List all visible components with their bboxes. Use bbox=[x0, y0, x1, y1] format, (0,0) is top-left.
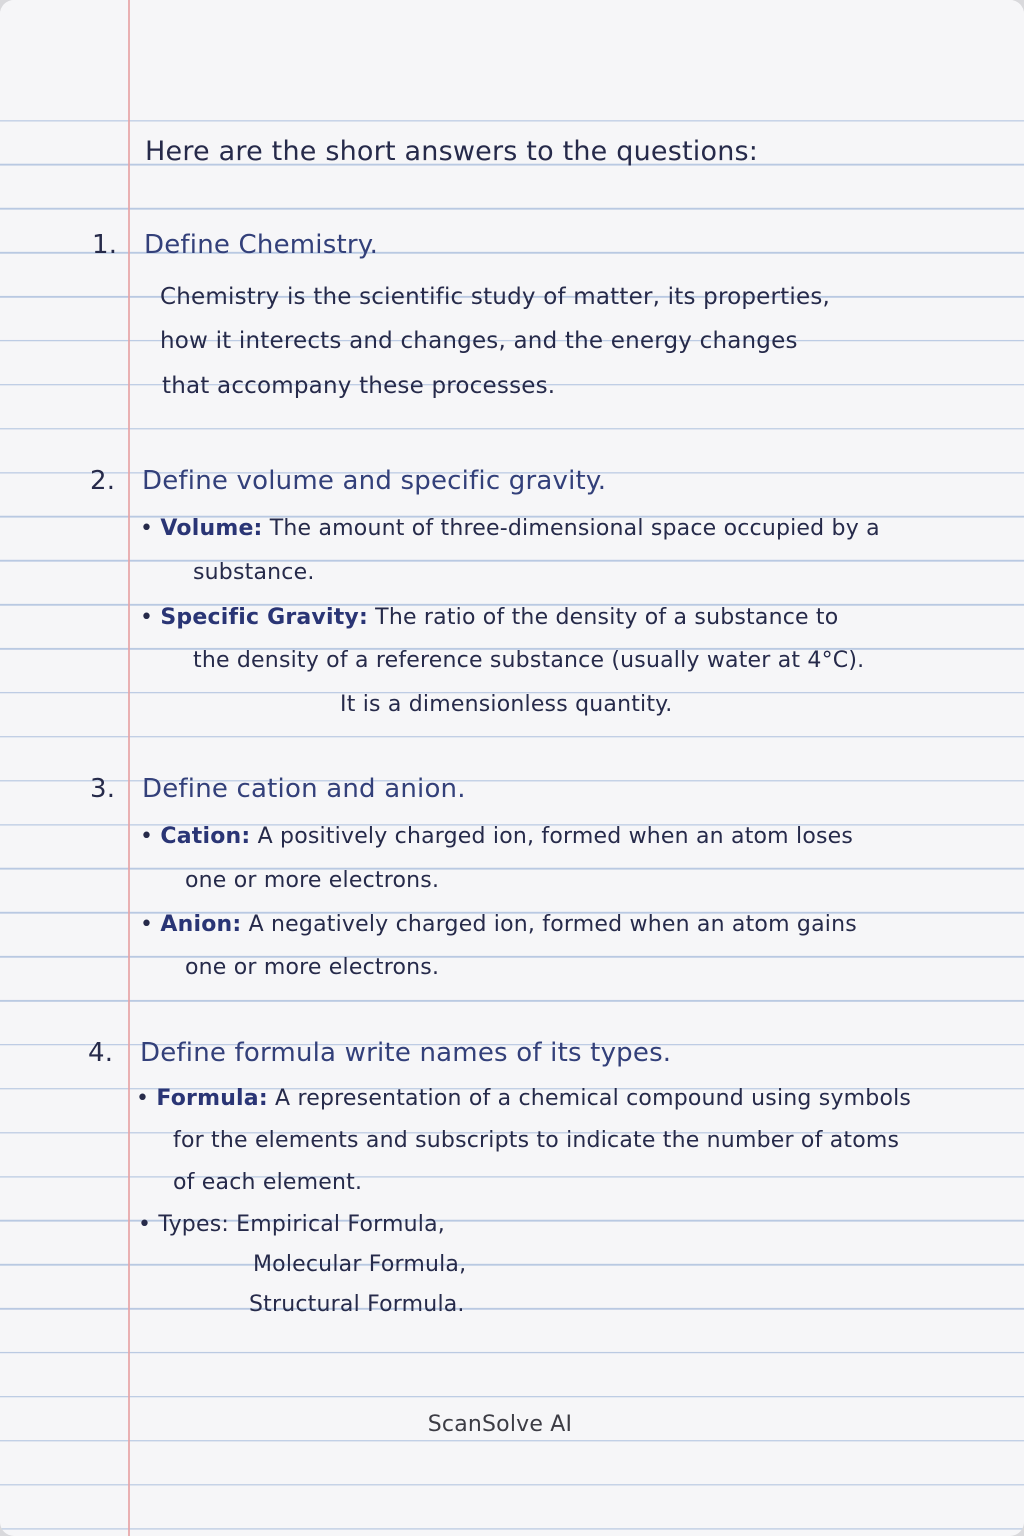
q2-number: 2. bbox=[90, 466, 116, 496]
q4-question: Define formula write names of its types. bbox=[140, 1038, 672, 1068]
volume-definition-line-1: The amount of three-dimensional space occupied by a bbox=[262, 516, 880, 541]
q4-bullet-types bbox=[138, 1212, 445, 1237]
formula-definition-line-3: of each element. bbox=[173, 1170, 363, 1195]
q3-bullet-cation bbox=[140, 824, 853, 849]
bullet-dot: • bbox=[140, 912, 161, 937]
q1-question: Define Chemistry. bbox=[144, 230, 379, 260]
bullet-dot: • bbox=[140, 605, 161, 630]
bullet-dot: • bbox=[140, 824, 161, 849]
q1-answer-line-1: Chemistry is the scientific study of matter, its properties, bbox=[160, 284, 831, 310]
specific-gravity-definition-line-1: The ratio of the density of a substance to bbox=[367, 605, 839, 630]
term-specific-gravity: Specific Gravity: bbox=[160, 605, 368, 630]
cation-definition-line-1: A positively charged ion, formed when an atom loses bbox=[250, 824, 854, 849]
q2-bullet-specific-gravity bbox=[140, 605, 838, 630]
bullet-dot: • bbox=[140, 516, 161, 541]
term-volume: Volume: bbox=[160, 516, 263, 541]
cation-definition-line-2: one or more electrons. bbox=[185, 868, 440, 893]
bullet-dot: • bbox=[136, 1086, 157, 1111]
q1-answer-line-3: that accompany these processes. bbox=[162, 373, 556, 399]
type-empirical: Empirical Formula, bbox=[228, 1212, 445, 1237]
formula-definition-line-2: for the elements and subscripts to indicate the number of atoms bbox=[173, 1128, 900, 1153]
q1-number: 1. bbox=[92, 230, 118, 260]
q3-number: 3. bbox=[90, 774, 116, 804]
q4-bullet-formula bbox=[136, 1086, 911, 1111]
anion-definition-line-1: A negatively charged ion, formed when an atom gains bbox=[241, 912, 857, 937]
q1-answer-line-2: how it interects and changes, and the energy changes bbox=[160, 328, 798, 354]
term-cation: Cation: bbox=[160, 824, 251, 849]
term-types: Types: bbox=[158, 1212, 229, 1237]
footer-watermark: ScanSolve AI bbox=[427, 1412, 573, 1437]
page-header-space bbox=[0, 0, 1024, 120]
anion-definition-line-2: one or more electrons. bbox=[185, 955, 440, 980]
q2-question: Define volume and specific gravity. bbox=[142, 466, 607, 496]
q3-bullet-anion bbox=[140, 912, 857, 937]
specific-gravity-definition-line-2: the density of a reference substance (usually water at 4°C). bbox=[193, 648, 865, 673]
type-molecular: Molecular Formula, bbox=[253, 1252, 467, 1277]
term-anion: Anion: bbox=[160, 912, 242, 937]
q4-number: 4. bbox=[88, 1038, 114, 1068]
volume-definition-line-2: substance. bbox=[193, 560, 315, 585]
q3-question: Define cation and anion. bbox=[142, 774, 466, 804]
term-formula: Formula: bbox=[156, 1086, 268, 1111]
q2-bullet-volume bbox=[140, 516, 880, 541]
margin-line bbox=[128, 0, 130, 1536]
intro-text: Here are the short answers to the questions: bbox=[145, 136, 759, 167]
bullet-dot: • bbox=[138, 1212, 159, 1237]
formula-definition-line-1: A representation of a chemical compound using symbols bbox=[267, 1086, 912, 1111]
type-structural: Structural Formula. bbox=[249, 1292, 465, 1317]
specific-gravity-definition-line-3: It is a dimensionless quantity. bbox=[340, 692, 673, 717]
